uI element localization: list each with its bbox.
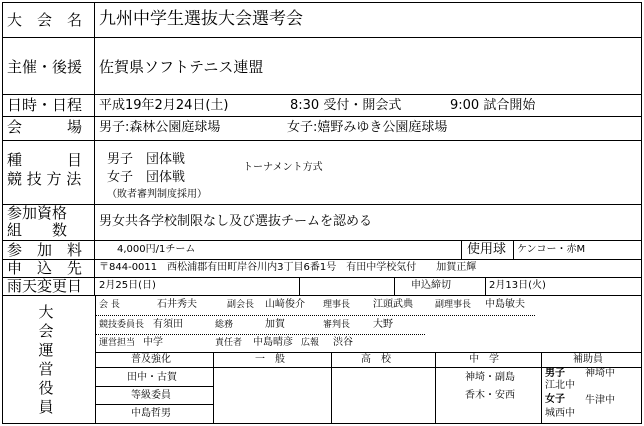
match-start-time: 9:00 試合開始 — [450, 98, 536, 113]
fee-value: 4,000円/1チーム — [117, 244, 196, 255]
hojo-boys-label: 男子 — [545, 368, 565, 379]
official-name: 加賀 — [265, 319, 285, 330]
method-label: 競 技 方 法 — [7, 170, 82, 188]
host-value: 佐賀県ソフトテニス連盟 — [99, 58, 264, 76]
official-role: 広報 — [301, 338, 320, 348]
official-role: 審判長 — [323, 320, 351, 330]
official-name: 江頭武典 — [373, 299, 413, 310]
official-name: 中島敏夫 — [485, 299, 525, 310]
date-value: 平成19年2月24日(土) — [99, 98, 229, 113]
cell-divider — [485, 277, 486, 295]
fukyu-divider — [95, 386, 213, 387]
teams-label: 組 数 — [7, 221, 68, 239]
ball-label: 使用球 — [467, 242, 507, 257]
row-divider — [3, 259, 641, 260]
fukyu-member: 中島哲男 — [131, 408, 171, 419]
officials-col-divider — [331, 352, 332, 423]
tournament-format: トーナメント方式 — [243, 162, 323, 173]
officials-dotted-line — [95, 334, 425, 335]
official-name: 渋谷 — [333, 337, 353, 348]
official-role: 競技委員長 — [99, 320, 145, 330]
row-divider — [3, 140, 641, 141]
ball-value: ケンコー・赤M — [517, 244, 586, 255]
official-role: 総務 — [215, 320, 234, 330]
row-divider — [3, 295, 641, 296]
officials-label-char: 員 — [38, 398, 54, 416]
apply-value: 〒844-0011 西松浦郡有田町岸谷川内3丁目6番1号 有田中学校気付 加賀正輝 — [99, 262, 477, 273]
tournament-name-label: 大 会 名 — [7, 11, 83, 29]
header-koko: 高 校 — [361, 354, 391, 365]
officials-col-divider — [435, 352, 436, 423]
date-label: 日時・日程 — [7, 96, 83, 114]
fukyu-member: 等級委員 — [131, 390, 171, 401]
cell-divider — [513, 240, 514, 259]
header-ippan: 一 般 — [255, 354, 285, 365]
event-girls: 女子 団体戦 — [107, 170, 186, 185]
official-name: 石井秀夫 — [157, 299, 197, 310]
venue-girls: 女子:嬉野みゆき公園庭球場 — [287, 120, 448, 135]
venue-label: 会 場 — [7, 118, 83, 136]
header-chugaku: 中 学 — [469, 354, 499, 365]
tournament-info-sheet — [2, 2, 642, 424]
header-fukyu: 普及強化 — [131, 354, 171, 365]
hojo-girls-label: 女子 — [545, 394, 565, 405]
venue-boys: 男子:森林公園庭球場 — [99, 120, 221, 135]
officials-label-char: 運 — [38, 341, 54, 359]
official-role: 責任者 — [215, 338, 243, 348]
row-divider — [3, 277, 641, 278]
hojo-school: 牛津中 — [585, 395, 615, 406]
row-divider — [3, 240, 641, 241]
row-divider — [3, 204, 641, 205]
official-name: 有須田 — [153, 319, 183, 330]
officials-label-char: 大 — [38, 303, 54, 321]
official-name: 中学 — [143, 337, 163, 348]
hojo-school: 城西中 — [545, 408, 575, 419]
chugaku-member: 香木・安西 — [465, 390, 515, 401]
label-column-divider — [94, 3, 95, 295]
official-role: 副理事長 — [435, 300, 472, 310]
deadline-label: 申込締切 — [411, 280, 451, 291]
fukyu-member: 田中・古賀 — [127, 372, 177, 383]
eligibility-value: 男女共各学校制限なし及び選抜チームを認める — [99, 214, 373, 229]
official-name: 大野 — [373, 319, 393, 330]
officials-label-char: 役 — [38, 379, 54, 397]
official-name: 山﨑俊介 — [265, 299, 305, 310]
hojo-school: 江北中 — [545, 380, 575, 391]
officials-label-char: 営 — [38, 360, 54, 378]
hojo-school: 神埼中 — [585, 368, 615, 379]
officials-col-divider — [213, 352, 214, 423]
row-divider — [3, 116, 641, 117]
officials-col-divider — [541, 352, 542, 423]
deadline-value: 2月13日(火) — [489, 280, 546, 291]
official-role: 理事長 — [323, 300, 351, 310]
row-divider — [3, 94, 641, 95]
officials-label-char: 会 — [38, 322, 54, 340]
chugaku-member: 神埼・副島 — [465, 372, 515, 383]
rain-date-label: 雨天変更日 — [7, 277, 83, 295]
event-boys: 男子 団体戦 — [107, 152, 186, 167]
officials-label — [36, 303, 56, 417]
cell-divider — [461, 240, 462, 259]
header-hojo: 補助員 — [573, 354, 603, 365]
reception-time: 8:30 受付・開会式 — [290, 98, 402, 113]
fee-label: 参 加 料 — [7, 241, 83, 259]
rain-date-value: 2月25日(日) — [99, 280, 156, 291]
host-label: 主催・後援 — [7, 58, 83, 76]
row-divider — [3, 37, 641, 38]
referee-note: （敗者審判制度採用） — [107, 189, 207, 200]
cell-divider — [299, 277, 300, 295]
officials-dotted-line — [95, 315, 535, 316]
apply-label: 申 込 先 — [7, 259, 83, 277]
eligibility-label: 参加資格 — [7, 204, 68, 222]
official-role: 運営担当 — [99, 338, 136, 348]
official-role: 会 長 — [99, 300, 120, 310]
officials-table-top — [95, 352, 641, 353]
official-name: 中島晴彦 — [253, 337, 293, 348]
tournament-name: 九州中学生選抜大会選考会 — [99, 9, 303, 29]
events-label: 種 目 — [7, 151, 83, 169]
official-role: 副会長 — [227, 300, 255, 310]
fukyu-divider — [95, 404, 213, 405]
cell-divider — [394, 277, 395, 295]
